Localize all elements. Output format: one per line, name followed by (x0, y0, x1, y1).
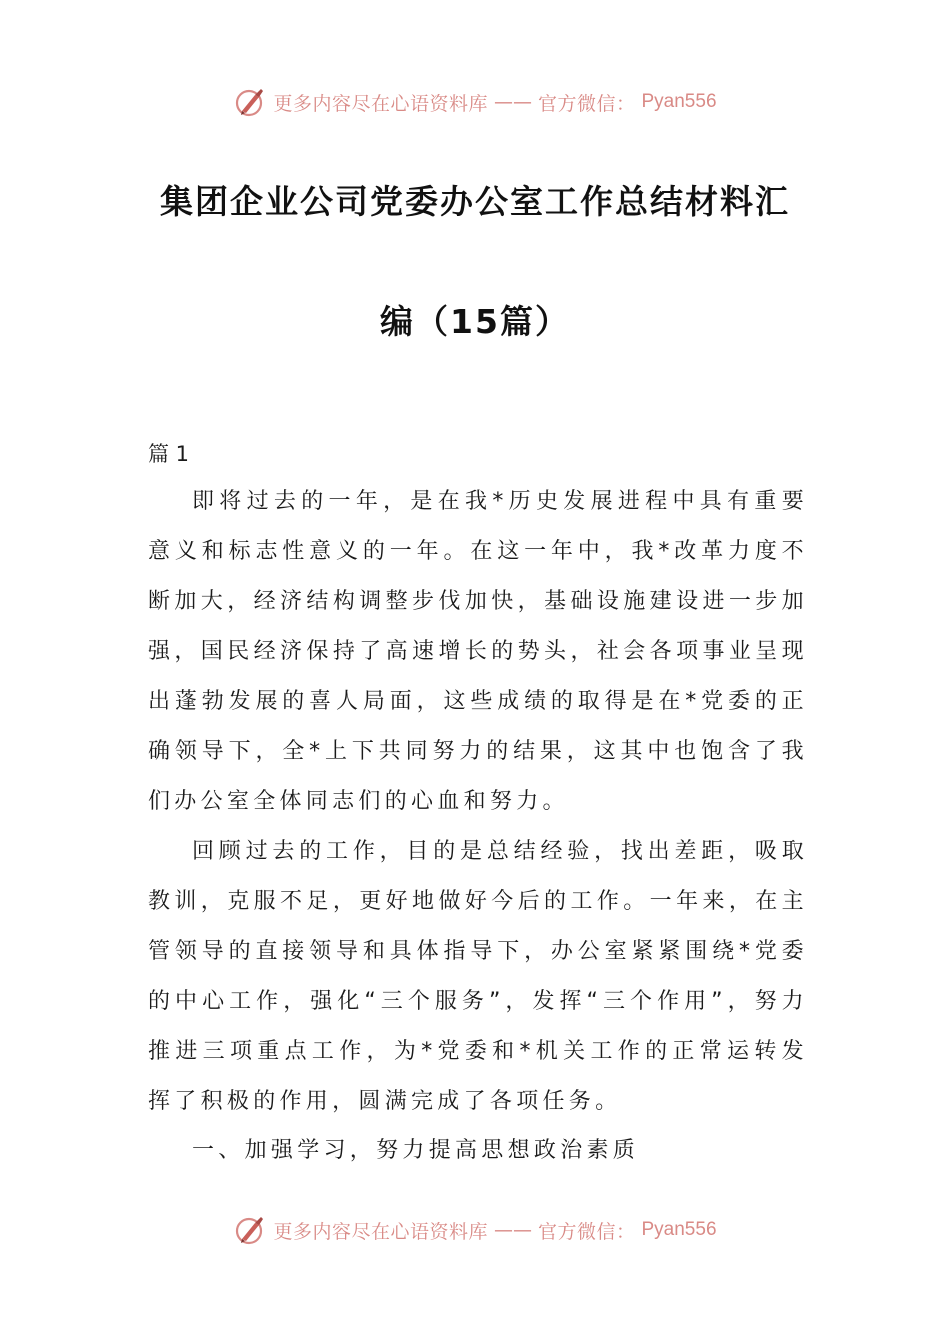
watermark-label: 官方微信： (537, 92, 636, 115)
paragraph-heading: 一、加强学习，努力提高思想政治素质 (192, 1138, 640, 1163)
watermark-account: Pyan556 (641, 1219, 717, 1240)
pen-circle-logo-icon (233, 1213, 267, 1247)
body-heading-1 (148, 1126, 808, 1176)
paragraph-text: 即将过去的一年，是在我*历史发展进程中具有重要意义和标志性意义的一年。在这一年中，我*改革力度不断加大，经济结构调整步伐加快，基础设施建设进一步加强，国民经济保持了高速增长的势头，社会各项事业呈现出蓬勃发展的喜人局面，这些成绩的取得是在*党委的正确领导下，全*上下共同努力的结果，这其中也饱含了我们办公室全体同志们的心血和努力。 (148, 489, 808, 814)
watermark-separator: —— (493, 1219, 532, 1241)
section-label: 篇 1 (148, 442, 190, 466)
watermark-header (0, 82, 950, 122)
watermark-text: 更多内容尽在心语资料库 (273, 92, 488, 115)
body-paragraph-2 (148, 827, 808, 1127)
watermark-separator: —— (493, 91, 532, 113)
document-title-line-2: 编（15篇） (380, 302, 570, 341)
watermark-text: 更多内容尽在心语资料库 (273, 1220, 488, 1243)
watermark-footer (0, 1210, 950, 1250)
watermark-account: Pyan556 (641, 91, 717, 112)
document-title-line-1: 集团企业公司党委办公室工作总结材料汇 (160, 182, 790, 221)
pen-circle-logo-icon (233, 85, 267, 119)
watermark-label: 官方微信： (537, 1220, 636, 1243)
body-paragraph-1 (148, 477, 808, 827)
paragraph-text: 回顾过去的工作，目的是总结经验，找出差距，吸取教训，克服不足，更好地做好今后的工作。一年来，在主管领导的直接领导和具体指导下，办公室紧紧围绕*党委的中心工作，强化“三个服务”，发挥“三个作用”，努力推进三项重点工作，为*党委和*机关工作的正常运转发挥了积极的作用，圆满完成了各项任务。 (148, 839, 808, 1114)
